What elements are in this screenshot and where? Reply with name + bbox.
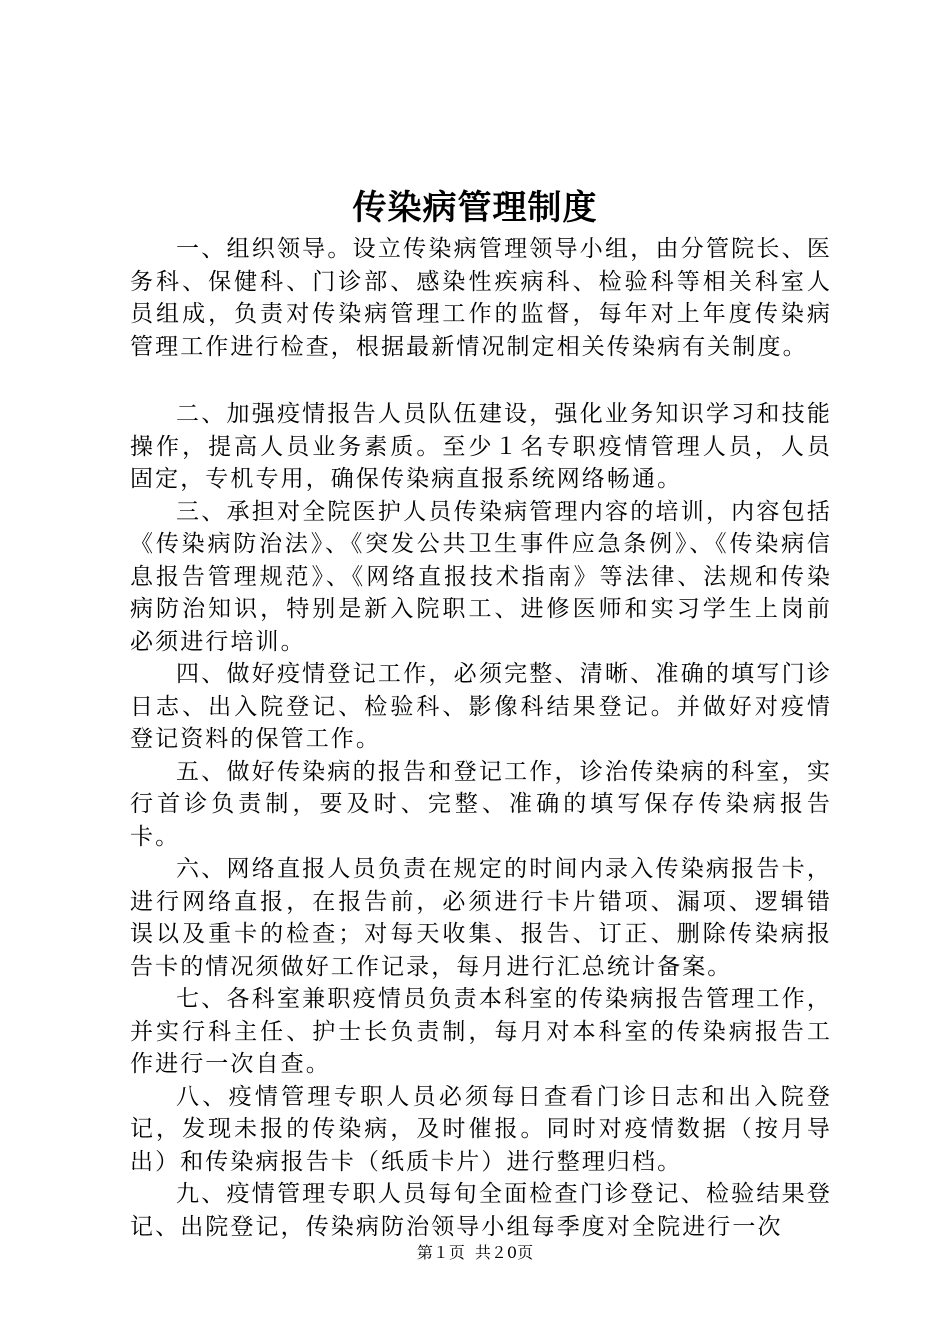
document-body — [130, 233, 832, 1243]
paragraph-6: 六、网络直报人员负责在规定的时间内录入传染病报告卡，进行网络直报，在报告前，必须进行卡片错项、漏项、逻辑错误以及重卡的检查；对每天收集、报告、订正、删除传染病报告卡的情况须做好工作记录，每月进行汇总统计备案。 — [130, 856, 832, 980]
document-title: 传染病管理制度 — [352, 188, 598, 228]
paragraph-5: 五、做好传染病的报告和登记工作，诊治传染病的科室，实行首诊负责制，要及时、完整、准确的填写保存传染病报告卡。 — [130, 758, 832, 850]
paragraph-7: 七、各科室兼职疫情员负责本科室的传染病报告管理工作，并实行科主任、护士长负责制，每月对本科室的传染病报告工作进行一次自查。 — [130, 986, 832, 1077]
paragraph-8: 八、疫情管理专职人员必须每日查看门诊日志和出入院登记，发现未报的传染病，及时催报。同时对疫情数据（按月导出）和传染病报告卡（纸质卡片）进行整理归档。 — [130, 1083, 832, 1175]
paragraph-4: 四、做好疫情登记工作，必须完整、清晰、准确的填写门诊日志、出入院登记、检验科、影像科结果登记。并做好对疫情登记资料的保管工作。 — [130, 661, 832, 752]
paragraph-1: 一、组织领导。设立传染病管理领导小组，由分管院长、医务科、保健科、门诊部、感染性疾病科、检验科等相关科室人员组成，负责对传染病管理工作的监督，每年对上年度传染病管理工作进行检查，根据最新情况制定相关传染病有关制度。 — [130, 236, 832, 360]
paragraph-2: 二、加强疫情报告人员队伍建设，强化业务知识学习和技能操作，提高人员业务素质。至少１名专职疫情管理人员，人员固定，专机专用，确保传染病直报系统网络畅通。 — [130, 401, 832, 492]
paragraph-3: 三、承担对全院医护人员传染病管理内容的培训，内容包括《传染病防治法》、《突发公共卫生事件应急条例》、《传染病信息报告管理规范》、《网络直报技术指南》等法律、法规和传染病防治知识，特别是新入院职工、进修医师和实习学生上岗前必须进行培训。 — [130, 498, 832, 655]
page-total: 共２0页 — [474, 1243, 534, 1262]
page-number: 第１页 — [416, 1243, 465, 1262]
paragraph-9: 九、疫情管理专职人员每旬全面检查门诊登记、检验结果登记、出院登记，传染病防治领导小组每季度对全院进行一次 — [130, 1181, 832, 1240]
page-footer — [0, 1242, 950, 1264]
